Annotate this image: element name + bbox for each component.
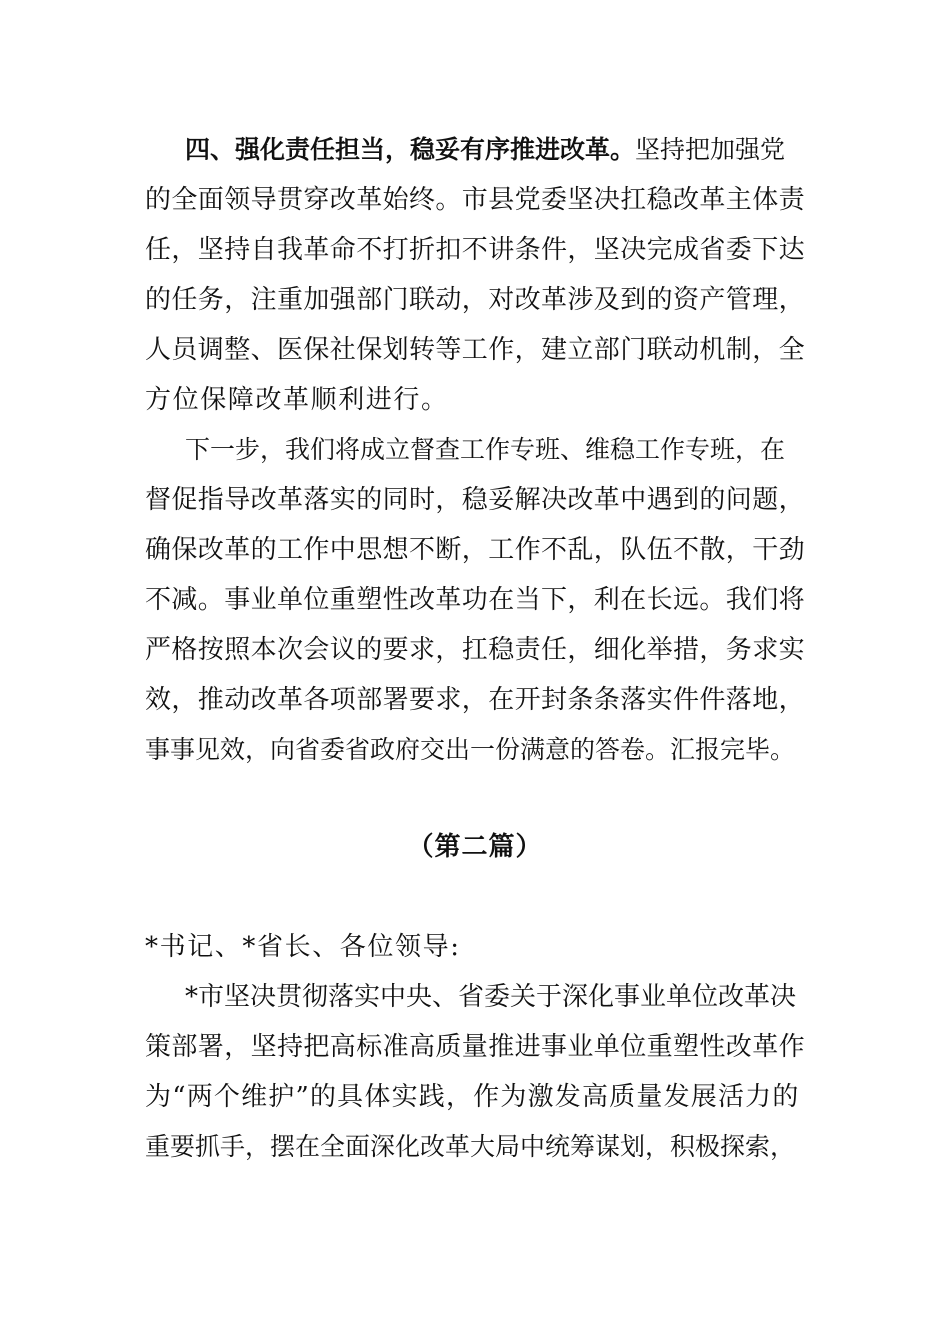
section4-heading: 四、强化责任担当，稳妥有序推进改革。 xyxy=(185,135,636,164)
next-steps-line-2: 督促指导改革落实的同时，稳妥解决改革中遇到的问题， xyxy=(145,485,806,515)
section4-line-2: 的全面领导贯穿改革始终。市县党委坚决扛稳改革主体责 xyxy=(145,185,806,215)
next-steps-line-1: 下一步，我们将成立督查工作专班、维稳工作专班，在 xyxy=(185,435,786,464)
part2-line-1: *市坚决贯彻落实中央、省委关于深化事业单位改革决 xyxy=(185,982,797,1012)
section4-line-6: 方位保障改革顺利进行。 xyxy=(145,385,449,415)
section4-line-3: 任，坚持自我革命不打折扣不讲条件，坚决完成省委下达 xyxy=(145,235,806,265)
section4-line-4: 的任务，注重加强部门联动，对改革涉及到的资产管理， xyxy=(145,285,806,315)
section4-line-5: 人员调整、医保社保划转等工作，建立部门联动机制，全 xyxy=(145,335,806,365)
next-steps-line-3: 确保改革的工作中思想不断，工作不乱，队伍不散，干劲 xyxy=(145,535,806,565)
section4-line-1-text: 坚持把加强党 xyxy=(635,135,786,164)
next-steps-line-7: 事事见效，向省委省政府交出一份满意的答卷。汇报完毕。 xyxy=(145,735,796,764)
part2-line-2: 策部署，坚持把高标准高质量推进事业单位重塑性改革作 xyxy=(145,1032,806,1062)
next-steps-line-4: 不减。事业单位重塑性改革功在当下，利在长远。我们将 xyxy=(145,585,806,615)
section4-line-1 xyxy=(185,133,805,167)
part2-line-4: 重要抓手，摆在全面深化改革大局中统筹谋划，积极探索， xyxy=(145,1132,796,1161)
next-steps-line-6: 效，推动改革各项部署要求，在开封条条落实件件落地， xyxy=(145,685,806,715)
part2-line-3: 为“两个维护”的具体实践，作为激发高质量发展活力的 xyxy=(145,1082,800,1112)
salutation: *书记、*省长、各位领导: xyxy=(145,932,461,962)
next-steps-line-5: 严格按照本次会议的要求，扛稳责任，细化举措，务求实 xyxy=(145,635,806,665)
part2-heading: （第二篇） xyxy=(407,832,543,862)
